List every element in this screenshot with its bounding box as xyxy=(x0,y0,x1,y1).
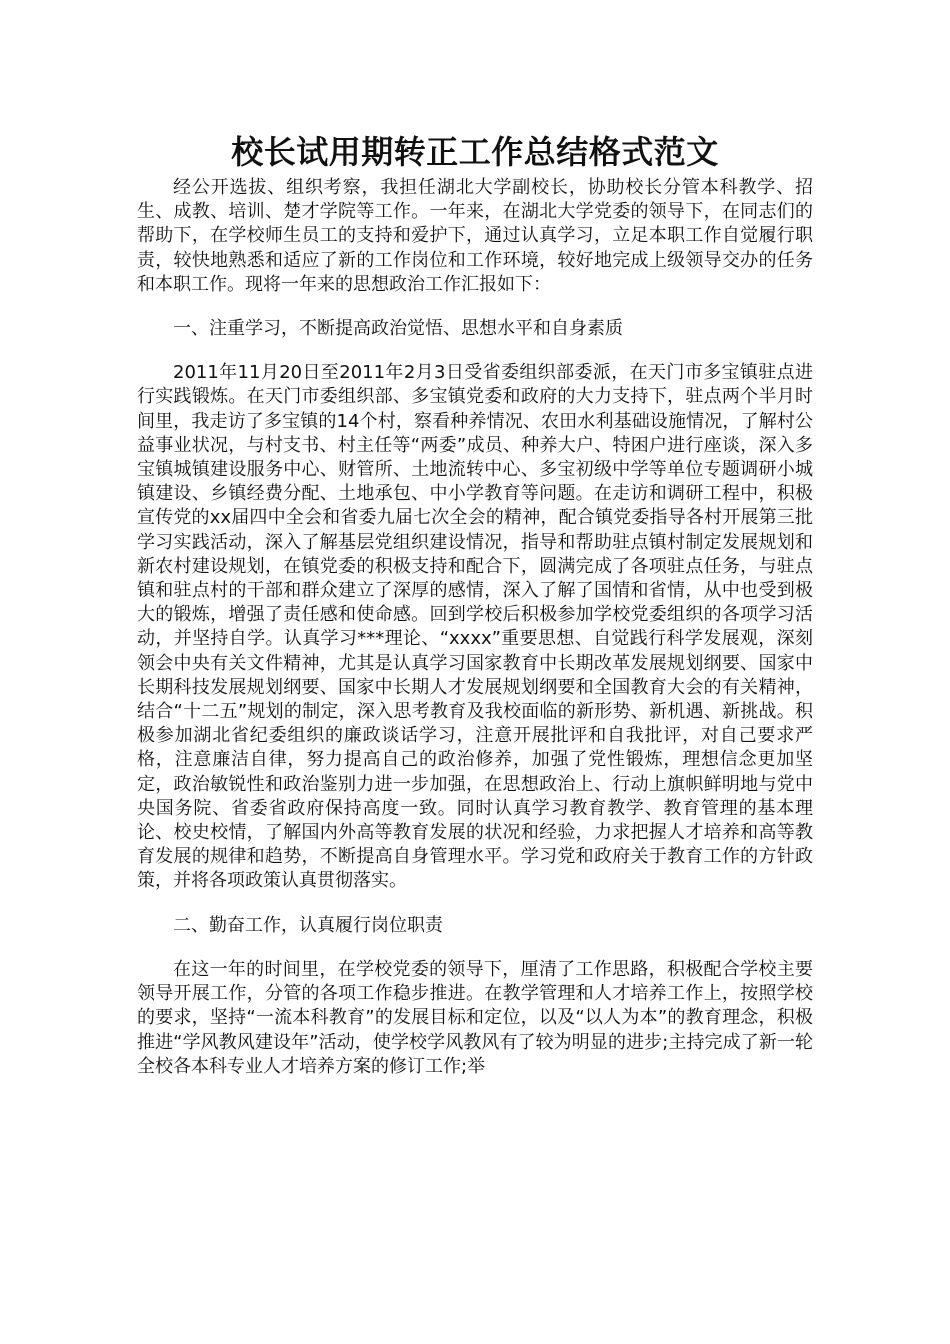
section-heading-2: 二、勤奋工作，认真履行岗位职责 xyxy=(173,914,443,936)
intro-paragraph: 经公开选拔、组织考察，我担任湖北大学副校长，协助校长分管本科教学、招生、成教、培训、楚才学院等工作。一年来，在湖北大学党委的领导下，在同志们的帮助下，在学校师生员工的支持和爱护下，通过认真学习，立足本职工作自觉履行职责，较快地熟悉和适应了新的工作岗位和工作环境，较好地完成上级领导交办的任务和本职工作。现将一年来的思想政治工作汇报如下： xyxy=(137,177,813,295)
section-heading-1: 一、注重学习，不断提高政治觉悟、思想水平和自身素质 xyxy=(173,318,623,340)
paragraph-gap xyxy=(137,938,813,958)
section-2-body: 在这一年的时间里，在学校党委的领导下，厘清了工作思路，积极配合学校主要领导开展工作，分管的各项工作稳步推进。在教学管理和人才培养工作上，按照学校的要求，坚持“一流本科教育”的发展目标和定位，以及“以人为本”的教育理念，积极推进“学风教风建设年”活动，使学校学风教风有了较为明显的进步;主持完成了新一轮全校各本科专业人才培养方案的修订工作;举 xyxy=(137,958,813,1077)
paragraph-gap xyxy=(137,297,813,317)
document-title: 校长试用期转正工作总结格式范文 xyxy=(231,133,719,171)
section-1-body: 2011年11月20日至2011年2月3日受省委组织部委派，在天门市多宝镇驻点进行实践锻炼。在天门市委组织部、多宝镇党委和政府的大力支持下，驻点两个半月时间里，我走访了多宝镇的14个村，察看种养情况、农田水利基础设施情况，了解村公益事业状况，与村支书、村主任等“两委”成员、种养大户、特困户进行座谈，深入多宝镇城镇建设服务中心、财管所、土地流转中心、多宝初级中学等单位专题调研小城镇建设、乡镇经费分配、土地承包、中小学教育等问题。在走访和调研工程中，积极宣传党的xx届四中全会和省委九届七次全会的精神，配合镇党委指导各村开展第三批学习实践活动，深入了解基层党组织建设情况，指导和帮助驻点镇村制定发展规划和新农村建设规划，在镇党委的积极支持和配合下，圆满完成了各项驻点任务，与驻点镇和驻点村的干部和群众建立了深厚的感情，深入了解了国情和省情，从中也受到极大的锻炼，增强了责任感和使命感。回到学校后积极参加学校党委组织的各项学习活动，并坚持自学。认真学习***理论、“xxxx”重要思想、自觉践行科学发展观，深刻领会中央有关文件精神，尤其是认真学习国家教育中长期改革发展规划纲要、国家中长期科技发展规划纲要、国家中长期人才发展规划纲要和全国教育大会的有关精神，结合“十二五”规划的制定，深入思考教育及我校面临的新形势、新机遇、新挑战。积极参加湖北省纪委组织的廉政谈话学习，注意开展批评和自我批评，对自己要求严格，注意廉洁自律，努力提高自己的政治修养，加强了党性锻炼，理想信念更加坚定，政治敏锐性和政治鉴别力进一步加强，在思想政治上、行动上旗帜鲜明地与党中央国务院、省委省政府保持高度一致。同时认真学习教育教学、教育管理的基本理论、校史校情，了解国内外高等教育发展的状况和经验，力求把握人才培养和高等教育发展的规律和趋势，不断提高自身管理水平。学习党和政府关于教育工作的方针政策，并将各项政策认真贯彻落实。 xyxy=(137,362,813,892)
paragraph-gap xyxy=(137,894,813,914)
document-page xyxy=(137,130,813,1079)
paragraph-gap xyxy=(137,341,813,361)
